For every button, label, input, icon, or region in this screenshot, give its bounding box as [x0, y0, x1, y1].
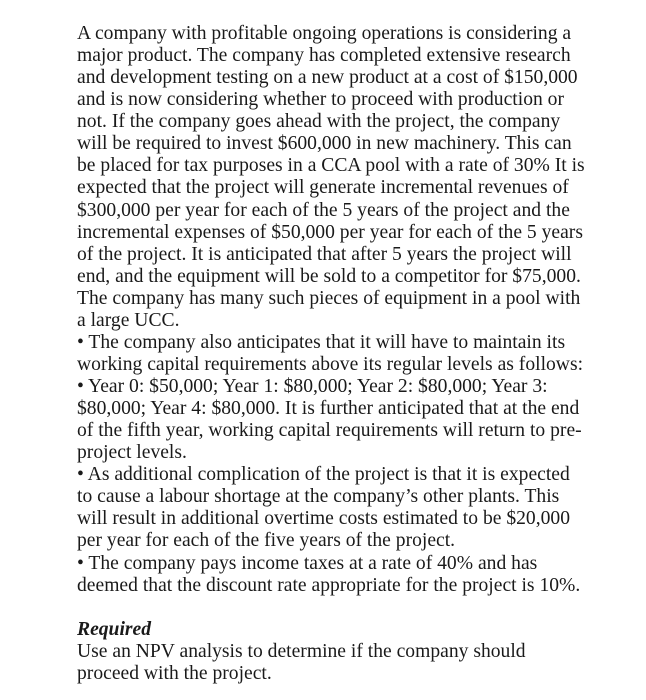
text-line: end, and the equipment will be sold to a competitor for $75,000.	[77, 265, 581, 287]
text-line: • Year 0: $50,000; Year 1: $80,000; Year 2: $80,000; Year 3:	[77, 376, 548, 397]
text-line: A company with profitable ongoing operations is considering a	[77, 23, 572, 44]
text-line: to cause a labour shortage at the company’s other plants. This	[77, 486, 560, 508]
required-text-line: proceed with the project.	[77, 662, 272, 684]
problem-statement	[77, 23, 585, 597]
text-line: incremental expenses of $50,000 per year for each of the 5 years	[77, 221, 583, 243]
intro-paragraph	[77, 23, 585, 332]
text-line: of the fifth year, working capital requirements will return to pre-	[77, 420, 582, 442]
text-line: $80,000; Year 4: $80,000. It is further anticipated that at the end	[77, 398, 580, 420]
required-text-line: Use an NPV analysis to determine if the company should	[77, 640, 526, 662]
text-line: will result in additional overtime costs estimated to be $20,000	[77, 508, 571, 530]
spacer	[77, 597, 585, 619]
text-line: be placed for tax purposes in a CCA pool with a rate of 30% It is	[77, 155, 585, 177]
text-line: a large UCC.	[77, 309, 180, 331]
text-line: will be required to invest $600,000 in new machinery. This can	[77, 133, 572, 155]
text-line: and development testing on a new product at a cost of $150,000	[77, 67, 578, 89]
text-line: of the project. It is anticipated that after 5 years the project will	[77, 243, 572, 265]
text-line: deemed that the discount rate appropriate for the project is 10%.	[77, 574, 581, 596]
bullet-paragraph	[77, 332, 585, 376]
text-line: • The company pays income taxes at a rate of 40% and has	[77, 552, 538, 574]
text-line: working capital requirements above its regular levels as follows:	[77, 353, 584, 375]
required-section	[77, 619, 585, 685]
required-heading: Required	[77, 618, 152, 640]
bullet-paragraph	[77, 553, 585, 597]
text-line: The company has many such pieces of equipment in a pool with	[77, 287, 581, 309]
text-line: per year for each of the five years of the project.	[77, 530, 456, 552]
text-line: not. If the company goes ahead with the project, the company	[77, 111, 561, 133]
text-line: project levels.	[77, 442, 187, 464]
bullet-paragraph	[77, 376, 585, 464]
text-line: • The company also anticipates that it will have to maintain its	[77, 331, 566, 353]
text-line: • As additional complication of the project is that it is expected	[77, 464, 570, 486]
problem-document	[77, 23, 585, 685]
text-line: $300,000 per year for each of the 5 years of the project and the	[77, 199, 570, 221]
text-line: expected that the project will generate incremental revenues of	[77, 177, 569, 199]
text-line: and is now considering whether to proceed with production or	[77, 89, 565, 111]
bullet-paragraph	[77, 464, 585, 552]
text-line: major product. The company has completed extensive research	[77, 45, 571, 67]
